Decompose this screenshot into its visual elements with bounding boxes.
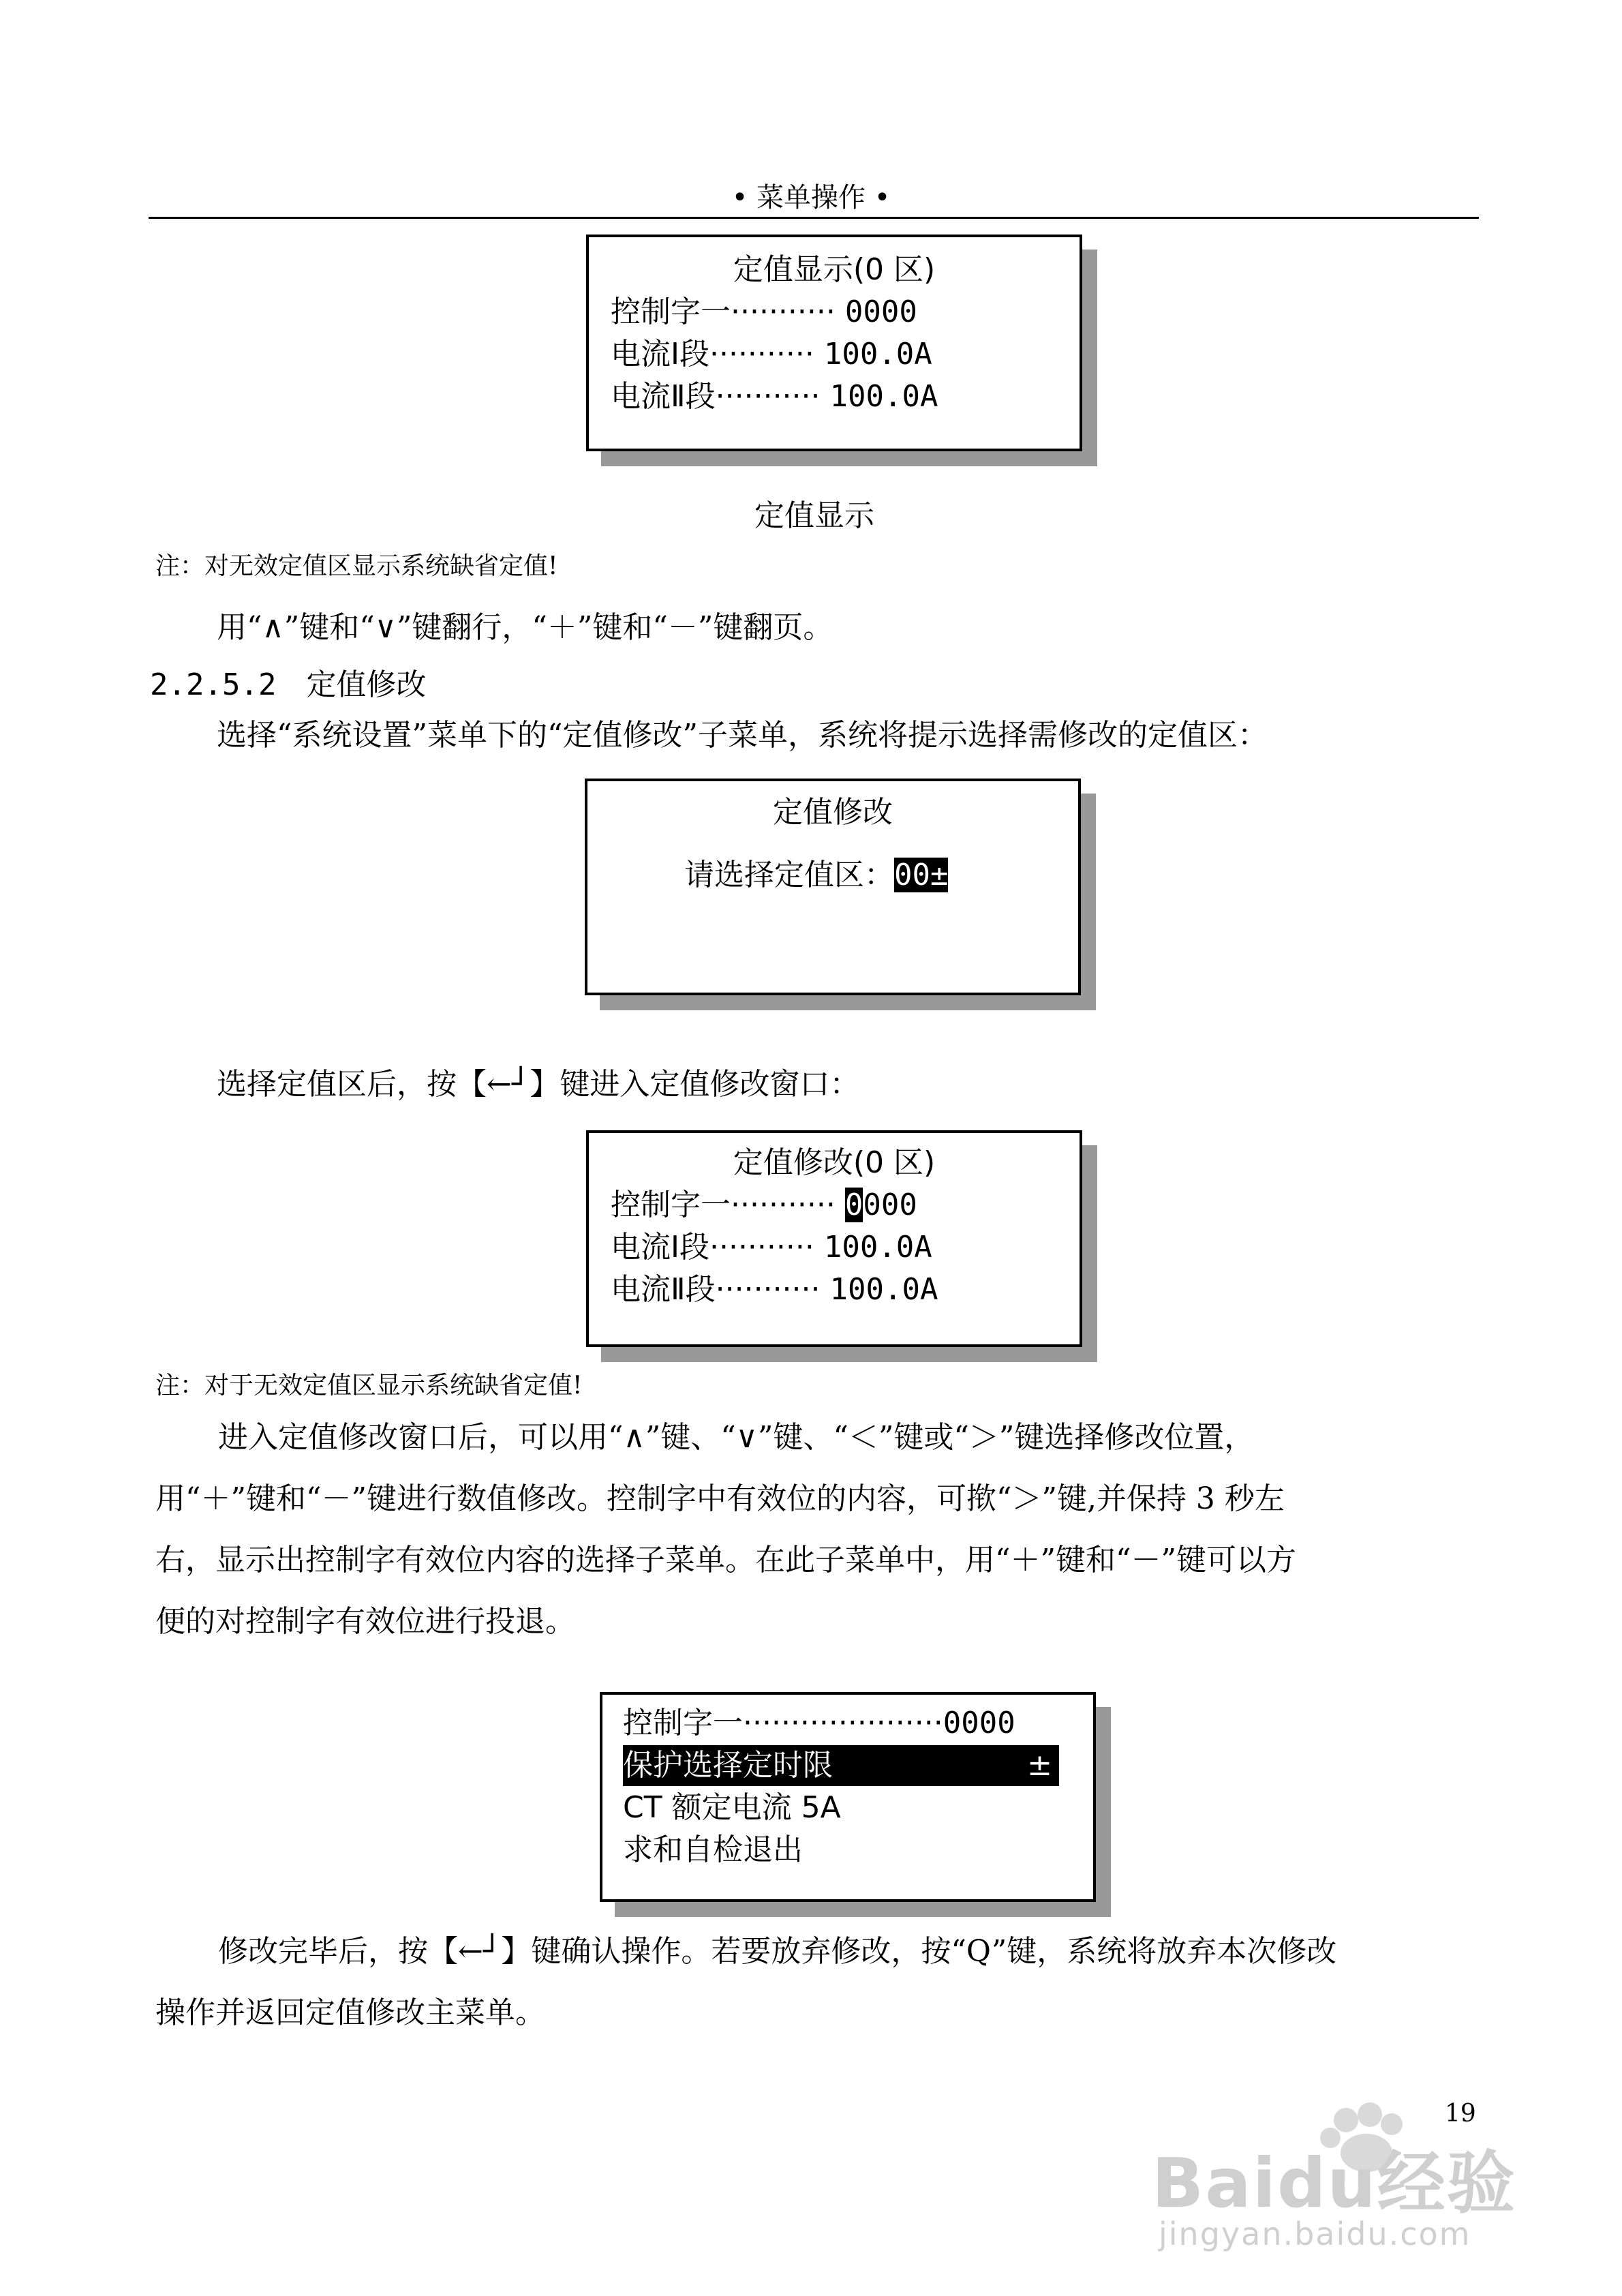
lcd-control-word-submenu <box>600 1692 1096 1902</box>
lcd-prompt: 请选择定值区：00± <box>684 858 949 892</box>
lcd-title: 定值修改 <box>773 795 893 830</box>
paragraph: 选择“系统设置”菜单下的“定值修改”子菜单，系统将提示选择需修改的定值区： <box>217 718 1268 753</box>
lcd-row: 电流Ⅰ段··········· 100.0A <box>611 337 932 372</box>
note: 注：对于无效定值区显示系统缺省定值! <box>155 1372 583 1400</box>
lcd-setting-modify <box>586 1130 1082 1347</box>
lcd-row: 求和自检退出 <box>623 1832 803 1867</box>
lcd-setting-display <box>586 235 1082 451</box>
lcd-title: 定值显示(0 区) <box>733 252 936 287</box>
note: 注：对无效定值区显示系统缺省定值! <box>155 552 558 580</box>
paragraph: 用“∧”键和“∨”键翻行，“＋”键和“－”键翻页。 <box>217 610 833 645</box>
lcd-zone-select <box>585 779 1081 995</box>
lcd-row: 电流Ⅰ段··········· 100.0A <box>611 1230 932 1265</box>
lcd-row: 控制字一··········· 0000 <box>611 294 917 329</box>
header-rule <box>149 217 1479 219</box>
section-heading: 2.2.5.2 定值修改 <box>150 667 427 702</box>
lcd-row: 控制字一·····················0000 <box>623 1706 1015 1740</box>
lcd-row: 电流Ⅱ段··········· 100.0A <box>611 1272 938 1307</box>
lcd-row: 控制字一··········· 0000 <box>611 1188 917 1222</box>
page-header: • 菜单操作 • <box>731 182 891 213</box>
lcd-selected-row: 保护选择定时限 ± <box>623 1745 1059 1786</box>
lcd-title: 定值修改(0 区) <box>733 1145 936 1180</box>
paragraph: 进入定值修改窗口后，可以用“∧”键、“∨”键、“＜”键或“＞”键选择修改位置， 用“＋”键和“－”键进行数值修改。控制字中有效位的内容，可揿“＞”键,并保持 3 秒左 右，显示出控制字有效位内容的选择子菜单。在此子菜单中，用“＋”键和“－”键可以方 便的对控制字有效位进行投退。 <box>155 1420 1296 1639</box>
edit-cursor: 0 <box>844 1188 863 1222</box>
figure-caption: 定值显示 <box>754 498 874 533</box>
watermark-brand: Baidu经验 <box>1152 2143 1516 2223</box>
paragraph: 选择定值区后，按【←┘】键进入定值修改窗口： <box>217 1067 860 1102</box>
zone-cursor: 00± <box>894 858 949 892</box>
page-number: 19 <box>1445 2100 1476 2128</box>
paragraph: 修改完毕后，按【←┘】键确认操作。若要放弃修改，按“Q”键，系统将放弃本次修改 操作并返回定值修改主菜单。 <box>155 1934 1337 2030</box>
lcd-row: CT 额定电流 5A <box>623 1790 841 1825</box>
watermark-logo <box>1152 2100 1533 2252</box>
lcd-row: 电流Ⅱ段··········· 100.0A <box>611 379 938 414</box>
watermark-url: jingyan.baidu.com <box>1159 2216 1471 2252</box>
